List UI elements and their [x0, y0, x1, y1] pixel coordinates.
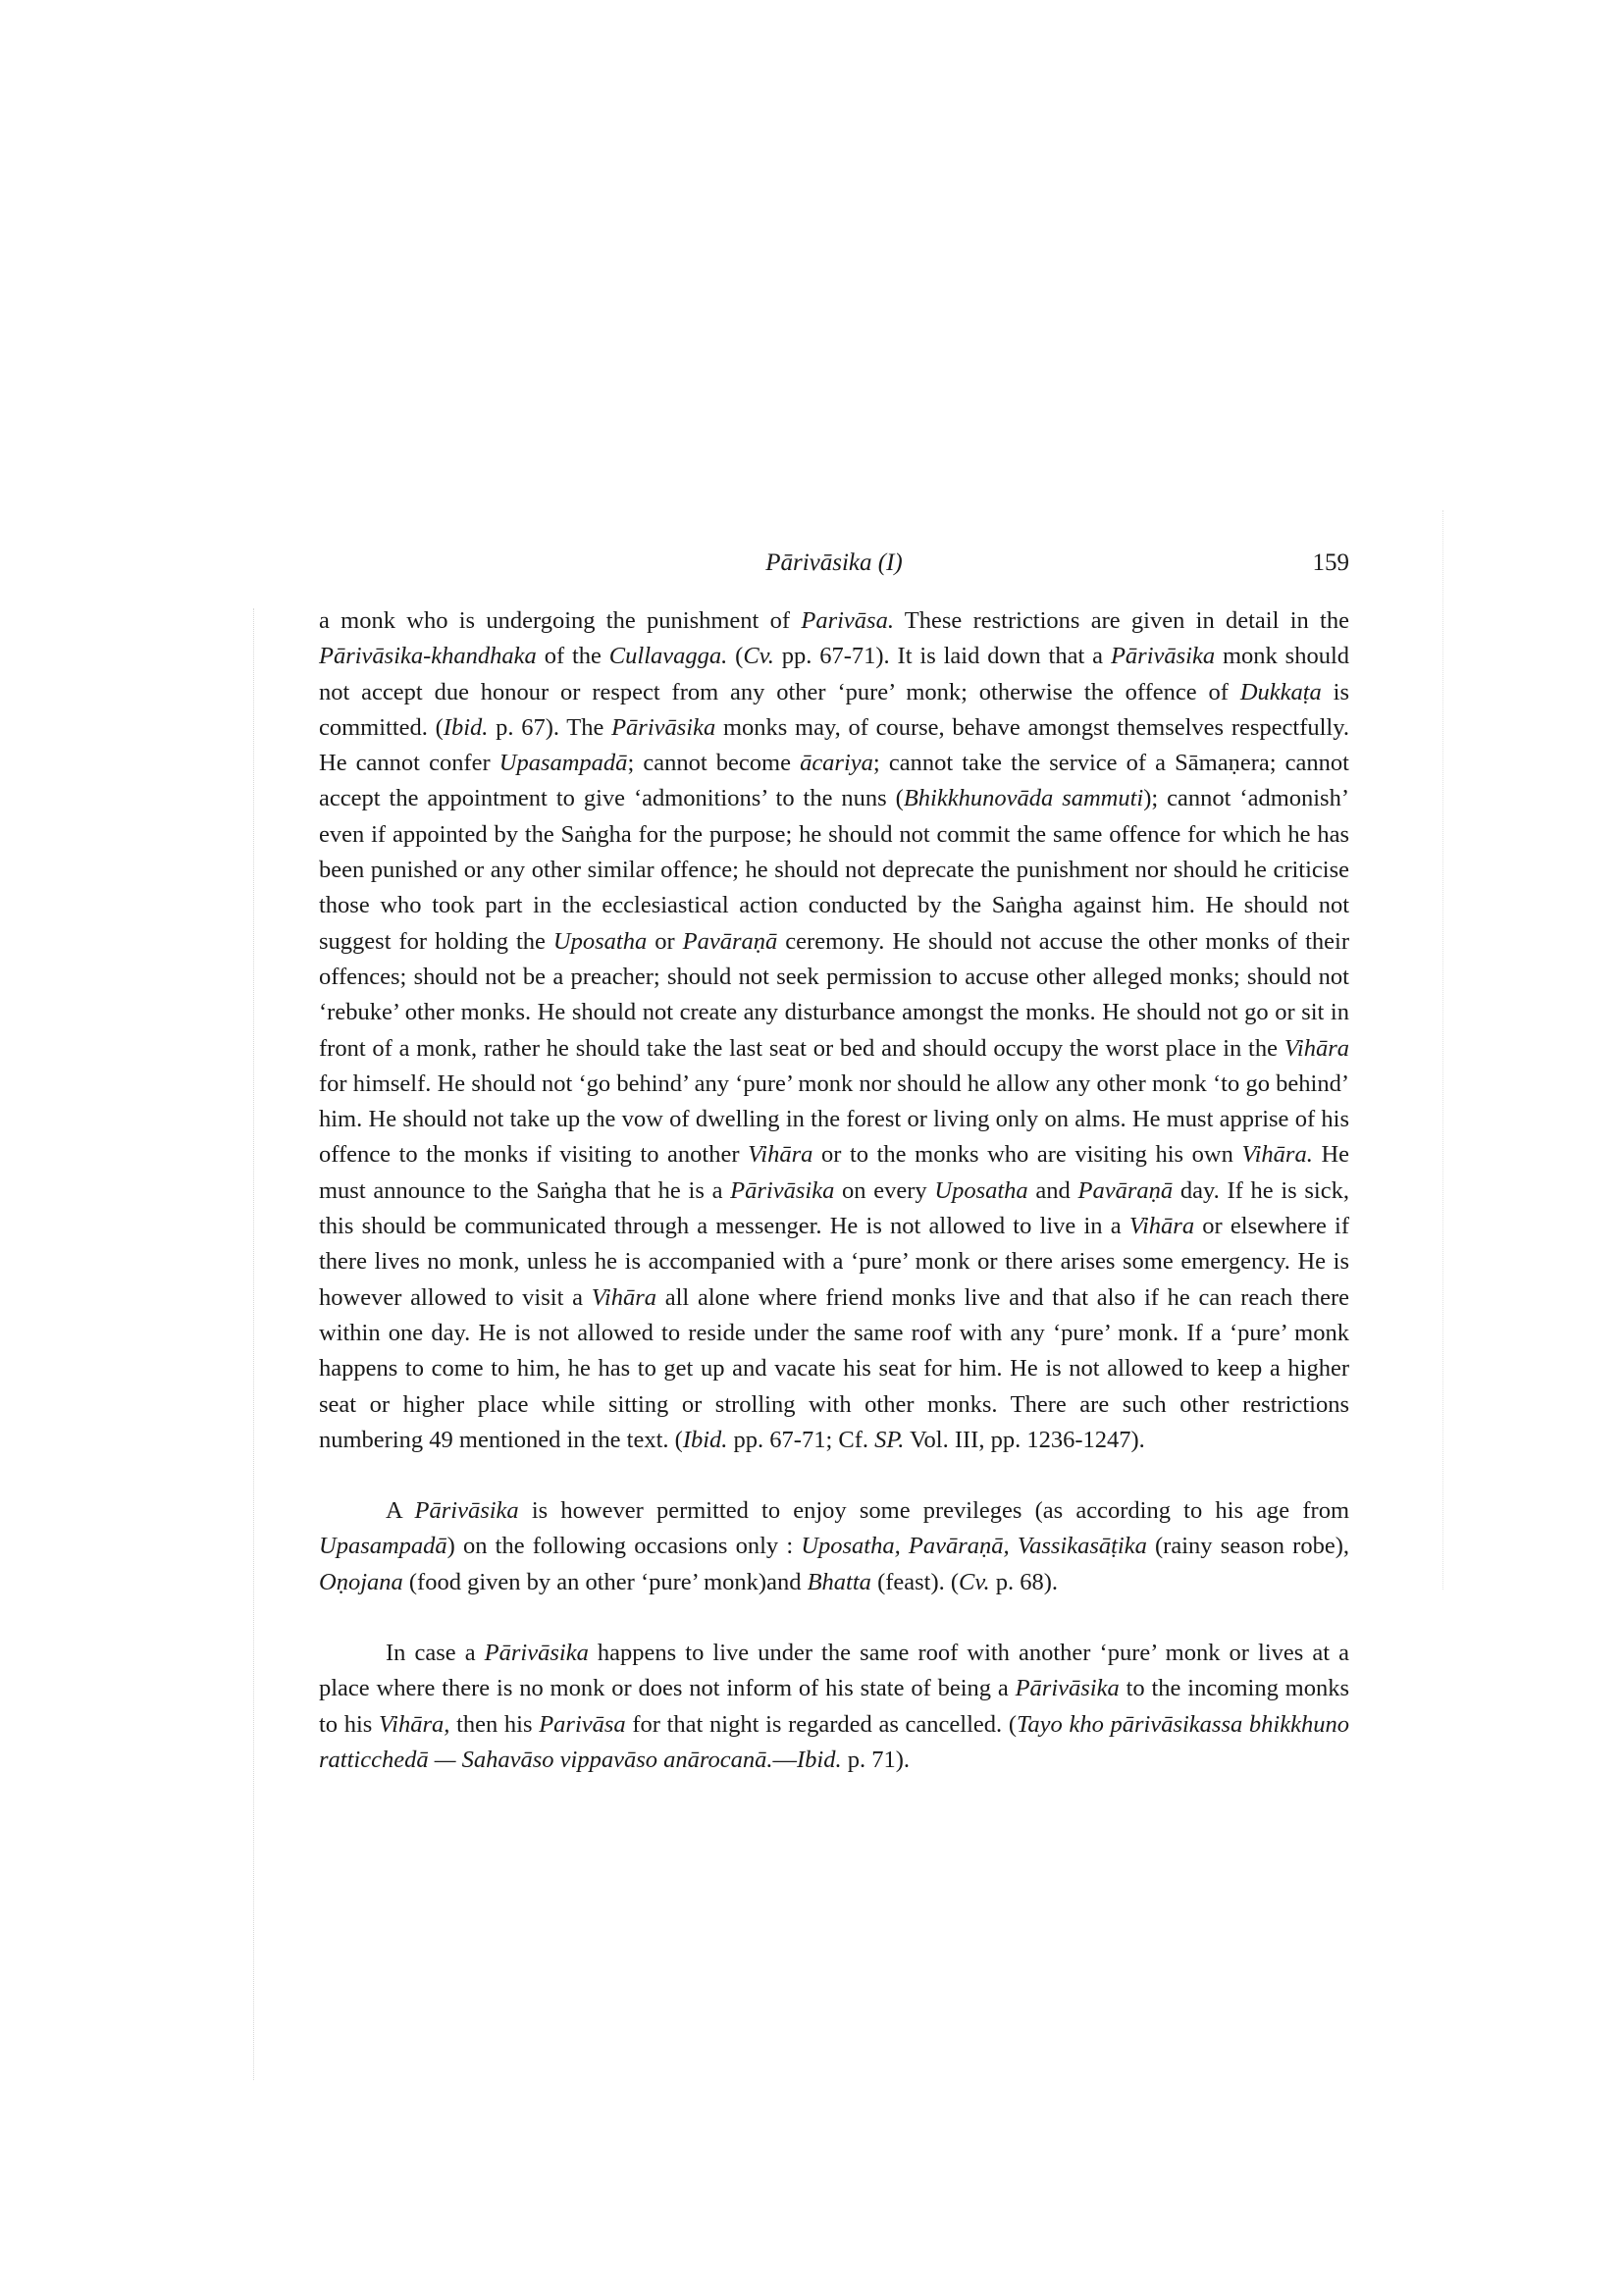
running-header: [319, 549, 1349, 589]
italic-term: Vihāra.: [1241, 1141, 1313, 1169]
italic-term: Uposatha: [552, 927, 648, 955]
italic-term: Dukkaṭa: [1239, 678, 1322, 705]
italic-term: Tayo kho pārivāsikassa bhikkhuno ratticchedā — Sahavāso vippavāso anārocanā.: [319, 1710, 1349, 1773]
italic-term: Pārivāsika: [611, 713, 716, 741]
italic-term: Pavāraṇā: [682, 927, 778, 955]
paragraph-privileges: A Pārivāsika is however permitted to enjoy some previleges (as according to his age from Upasampadā) on the following occasions only : Uposatha, Pavāraṇā, Vassikasāṭika (rainy season robe), Oṇojana (food given by an other ‘pure’ monk)and Bhatta (feast). (Cv. p. 68).: [319, 1497, 1349, 1595]
italic-term: Vihāra: [1283, 1034, 1349, 1062]
italic-term: Uposatha, Pavāraṇā, Vassikasāṭika: [801, 1533, 1147, 1560]
italic-term: Parivāsa: [539, 1710, 626, 1738]
italic-term: Oṇojana: [319, 1568, 403, 1595]
running-title: Pārivāsika (I): [765, 549, 903, 576]
italic-term: Upasampadā: [319, 1533, 447, 1560]
italic-term: Pārivāsika: [484, 1640, 589, 1667]
italic-term: Pārivāsika: [414, 1497, 519, 1525]
italic-term: Pārivāsika: [1015, 1675, 1120, 1702]
body-text: [319, 603, 1349, 1778]
italic-term: Pārivāsika-khandhaka: [319, 643, 537, 670]
italic-term: SP.: [874, 1426, 905, 1453]
right-margin-scan-marks: [1442, 510, 1447, 1590]
italic-term: Pārivāsika: [730, 1176, 835, 1204]
page-number: 159: [1312, 549, 1349, 576]
italic-term: Vihāra,: [379, 1710, 450, 1738]
italic-term: Uposatha: [934, 1176, 1028, 1204]
italic-term: Cv.: [743, 643, 774, 670]
italic-term: Ibid.: [682, 1426, 728, 1453]
italic-term: Pārivāsika: [1110, 643, 1216, 670]
italic-term: Vihāra: [591, 1283, 656, 1311]
italic-term: ācariya: [800, 750, 873, 777]
italic-term: Bhikkhunovāda sammuti: [903, 785, 1144, 812]
italic-term: Pavāraṇā: [1077, 1176, 1174, 1204]
italic-term: Vihāra: [1128, 1213, 1195, 1240]
left-margin-scan-marks: [253, 608, 258, 2080]
paragraph-restrictions: a monk who is undergoing the punishment of Parivāsa. These restrictions are given in detail in the Pārivāsika-khandhaka of the Cullavagga. (Cv. pp. 67-71). It is laid down that a Pārivāsika monk should not accept due honour or respect from any other ‘pure’ monk; otherwise the offence of Dukkaṭa is committed. (Ibid. p. 67). The Pārivāsika monks may, of course, behave amongst themselves respectfully. He cannot confer Upasampadā; cannot become ācariya; cannot take the service of a Sāmaṇera; cannot accept the appointment to give ‘admonitions’ to the nuns (Bhikkhunovāda sammuti); cannot ‘admonish’ even if appointed by the Saṅgha for the purpose; he should not commit the same offence for which he has been punished or any other similar offence; he should not deprecate the punishment nor should he criticise those who took part in the ecclesiastical action conducted by the Saṅgha against him. He should not suggest for holding the Uposatha or Pavāraṇā ceremony. He should not accuse the other monks of their offences; should not be a preacher; should not seek permission to accuse other alleged monks; should not ‘rebuke’ other monks. He should not create any disturbance amongst the monks. He should not go or sit in front of a monk, rather he should take the last seat or bed and should occupy the worst place in the Vihāra for himself. He should not ‘go behind’ any ‘pure’ monk nor should he allow any other monk ‘to go behind’ him. He should not take up the vow of dwelling in the forest or living only on alms. He must apprise of his offence to the monks if visiting to another Vihāra or to the monks who are visiting his own Vihāra. He must announce to the Saṅgha that he is a Pārivāsika on every Uposatha and Pavāraṇā day. If he is sick, this should be communicated through a messenger. He is not allowed to live in a Vihāra or elsewhere if there lives no monk, unless he is accompanied with a ‘pure’ monk or there arises some emergency. He is however allowed to visit a Vihāra all alone where friend monks live and that also if he can reach there within one day. He is not allowed to reside under the same roof with any ‘pure’ monk. If a ‘pure’ monk happens to come to him, he has to get up and vacate his seat for him. He is not allowed to keep a higher seat or higher place while sitting or strolling with other monks. There are such other restrictions numbering 49 mentioned in the text. (Ibid. pp. 67-71; Cf. SP. Vol. III, pp. 1236-1247).: [319, 607, 1350, 1453]
italic-term: Ibid.: [443, 713, 489, 741]
italic-term: Ibid.: [797, 1746, 842, 1773]
italic-term: Upasampadā: [498, 750, 628, 777]
italic-term: Bhatta: [807, 1568, 871, 1595]
italic-term: Cv.: [959, 1568, 990, 1595]
italic-term: Parivāsa.: [801, 607, 894, 634]
italic-term: Vihāra: [748, 1141, 813, 1169]
paragraph-cancellation: In case a Pārivāsika happens to live under the same roof with another ‘pure’ monk or lives at a place where there is no monk or does not inform of his state of being a Pārivāsika to the incoming monks to his Vihāra, then his Parivāsa for that night is regarded as cancelled. (Tayo kho pārivāsikassa bhikkhuno ratticchedā — Sahavāso vippavāso anārocanā.—Ibid. p. 71).: [319, 1640, 1350, 1773]
italic-term: Cullavagga.: [608, 643, 728, 670]
